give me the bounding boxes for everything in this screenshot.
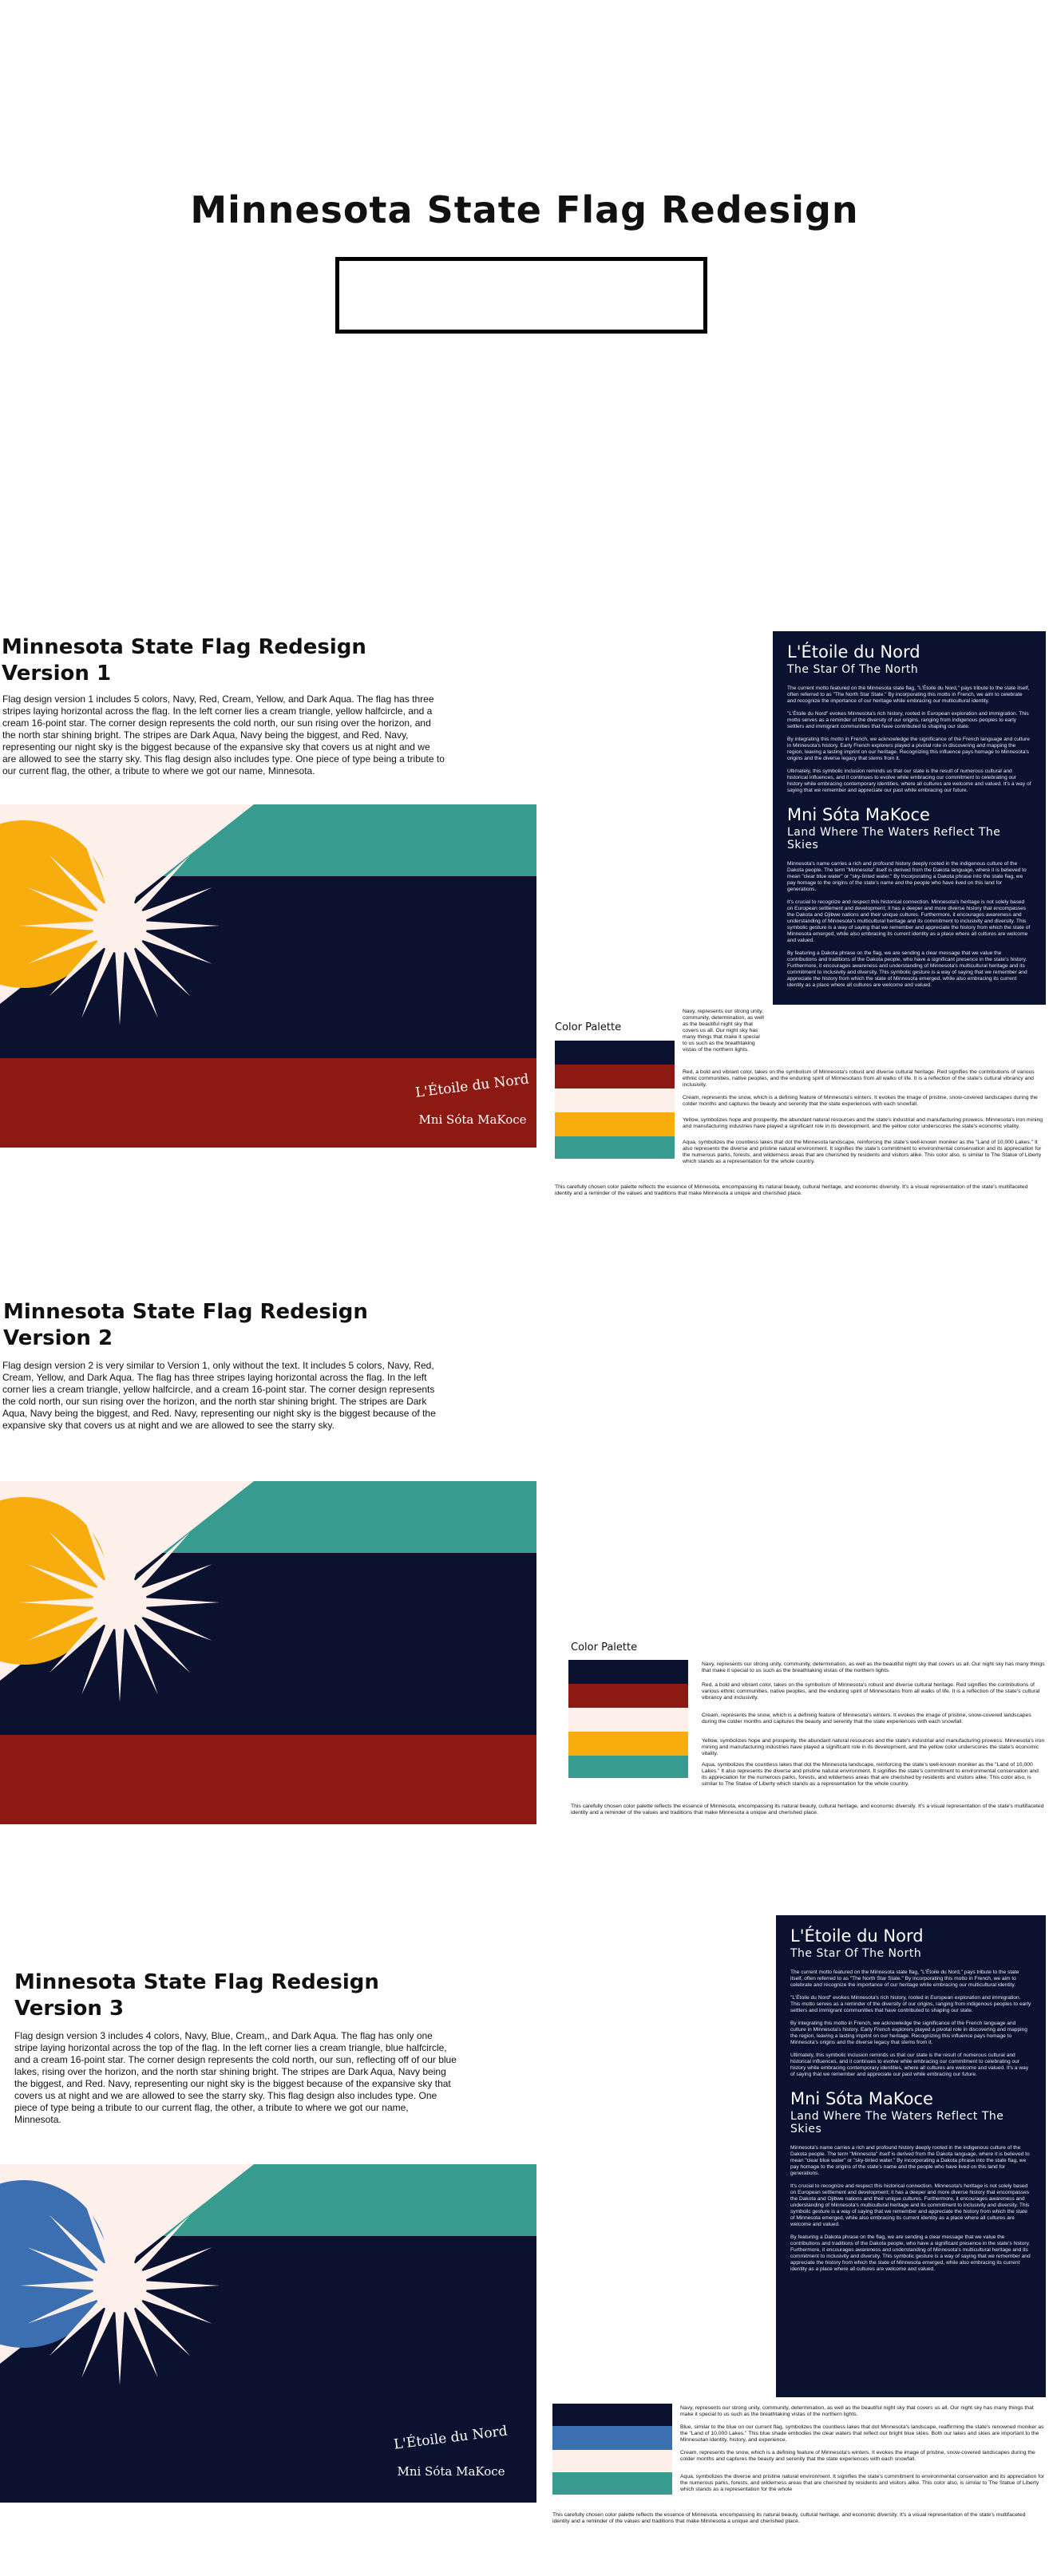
flag2-red-stripe — [0, 1735, 536, 1824]
swatch-aqua — [555, 1136, 675, 1159]
version1-title-line1: Minnesota State Flag Redesign — [2, 635, 366, 659]
panel2-para: "L'Étoile du Nord" evokes Minnesota's rich history, rooted in European exploration and immigration. This motto serves as a reminder of the diversity of our origins, ranging from indigenous peoples to early settlers and immigrant communities that have contributed to shaping our state. — [790, 1995, 1031, 2013]
swatch-cream — [555, 1088, 675, 1112]
panel1-para: "L'Étoile du Nord" evokes Minnesota's rich history, rooted in European exploration and immigration. This motto serves as a reminder of the diversity of our origins, ranging from indigenous peoples to early settlers and immigrant communities that have contributed to shaping our state. — [787, 711, 1029, 729]
panel1-subheading-waters: Land Where The Waters Reflect The Skies — [787, 826, 1001, 851]
panel1-para: By integrating this motto in French, we acknowledge the significance of the French language and culture in Minnesota's history. Early French explorers played a pivotal role in discovering and mapping the region, leaving a lasting imprint on our heritage. Recognizing this influence pays homage to Minnesota's origins and the diverse legacy that stems from it. — [787, 737, 1030, 761]
palette2-desc-aqua: Aqua, symbolizes the countless lakes that dot the Minnesota landscape, reinforcing the state's well-known moniker as the "Land of 10,000 Lakes." It also represents the diverse and pristine natural environment. It signifies the state's commitment to environmental conservation and its appreciation for the numerous parks, forests, and wilderness areas that are cherished by residents and visitors alike. This color also, is similar to The Statue of Liberty which stands as a representation for the whole country. — [702, 1762, 1039, 1787]
version1-title — [2, 634, 513, 687]
palette1-desc-navy: Navy, represents our strong unity, community, determination, as well as the beautiful night sky that covers us all. Our night sky has many things that make it special to us such as the breathtaking vistas of the northern lights. — [683, 1009, 764, 1053]
palette1-footer: This carefully chosen color palette reflects the essence of Minnesota, encompassing its natural beauty, cultural heritage, and economic diversity. It's a visual representation of the state's multifaceted identity and a reminder of the values and traditions that make Minnesota a unique and cherished place. — [555, 1184, 1028, 1196]
north-star-center — [93, 1575, 147, 1630]
panel2-para: The current motto featured on the Minnesota state flag, "L'Étoile du Nord," pays tribute to the state itself, often referred to as "The North Star State." By incorporating this motto in French, we aim to celebrate and recognize the importance of our heritage while embracing our multicultural identity. — [790, 1970, 1019, 1988]
panel2-para: By featuring a Dakota phrase on the flag, we are sending a clear message that we value the contributions and traditions of the Dakota people, who have a significant presence in the state's history. Furthermore, it encourages awareness and understanding of Minnesota's multicultural heritage and its commitment to inclusivity and diversity. This symbolic gesture is a way of saying that we remember and appreciate the history from which the state of Minnesota emerged, while also embracing its current identity as a place where all cultures are welcome and valued. — [790, 2234, 1031, 2272]
panel2-para: It's crucial to recognize and respect this historical connection. Minnesota's heritage is not solely based on European settlement and development; it has a deeper and more diverse history that encompasses the Dakota and Ojibwe nations and their unique cultures. Furthermore, it encourages awareness and understanding of Minnesota's multicultural heritage and its commitment to inclusivity and diversity. This symbolic gesture is a way of saying that we remember and appreciate the history from which the state of Minnesota emerged, while also embracing its current identity as a place where all cultures are welcome and valued. — [790, 2183, 1030, 2227]
palette3-desc-navy: Navy, represents our strong unity, community, determination, as well as the beautiful night sky that covers us all. Our night sky has many things that make it special to us such as the breathtaking vistas of the northern lights. — [680, 2405, 1034, 2417]
flag1-text-etoile: L'Étoile du Nord — [414, 1071, 530, 1101]
palette1-desc-yellow: Yellow, symbolizes hope and prosperity, the abundant natural resources and the state's industrial and manufacturing prowess. Minnesota's iron mining and manufacturing industries have played a significant role in its development, and the yellow color underscores the state's economic vitality. — [683, 1117, 1043, 1129]
flag-version-2 — [0, 1481, 536, 1824]
version2-title — [3, 1299, 514, 1352]
panel1-para: By featuring a Dakota phrase on the flag, we are sending a clear message that we value the contributions and traditions of the Dakota people, who have a significant presence in the state's history. Furthermore, it encourages awareness and understanding of Minnesota's multicultural heritage and its commitment to inclusivity and diversity. This symbolic gesture is a way of saying that we remember and appreciate the history from which the state of Minnesota emerged, while also embracing its current identity as a place where all cultures are welcome and valued. — [787, 950, 1027, 988]
panel2-subheading-star: The Star Of The North — [790, 1947, 922, 1960]
panel1-heading-mni: Mni Sóta MaKoce — [787, 805, 930, 824]
panel2-para: Ultimately, this symbolic inclusion reminds us that our state is the result of numerous cultural and historical influences, and it continues to evolve while embracing our commitment to celebrating our history while embracing contemporary identities, where all cultures are welcome and valued. It's a way of saying that we remember and appreciate our past while embracing our future. — [790, 2053, 1029, 2077]
swatch-yellow — [555, 1112, 675, 1136]
flag3-text-mni: Mni Sóta MaKoce — [397, 2464, 505, 2479]
flag2-north-star — [20, 1503, 220, 1702]
panel2-subheading-waters: Land Where The Waters Reflect The Skies — [790, 2110, 1004, 2135]
flag3-text-etoile: L'Étoile du Nord — [393, 2423, 509, 2453]
flag1-text-mni: Mni Sóta MaKoce — [418, 1112, 527, 1127]
palette3-footer: This carefully chosen color palette reflects the essence of Minnesota, encompassing its natural beauty, cultural heritage, and economic diversity. It's a visual representation of the state's multifaceted identity and a reminder of the values and traditions that make Minnesota a unique and cherished place. — [552, 2512, 1026, 2524]
panel2-heading-etoile: L'Étoile du Nord — [790, 1926, 924, 1946]
palette2-footer: This carefully chosen color palette reflects the essence of Minnesota, encompassing its natural beauty, cultural heritage, and economic diversity. It's a visual representation of the state's multifaceted identity and a reminder of the values and traditions that make Minnesota a unique and cherished place. — [571, 1804, 1044, 1815]
version3-title-line2: Version 3 — [14, 1997, 125, 2021]
palette3-desc-cream: Cream, represents the snow, which is a defining feature of Minnesota's winters. It evokes the image of pristine, snow-covered landscapes during the colder months and captures the beauty and serenity that the state experiences with each snowfall. — [680, 2450, 1035, 2462]
palette1-desc-cream: Cream, represents the snow, which is a defining feature of Minnesota's winters. It evokes the image of pristine, snow-covered landscapes during the colder months and captures the beauty and serenity that the state experiences with each snowfall. — [683, 1095, 1038, 1107]
swatch-yellow — [568, 1732, 688, 1756]
palette3-desc-aqua: Aqua, symbolizes the diverse and pristine natural environment. It signifies the state's commitment to environmental conservation and its appreciation for the numerous parks, forests, and wilderness areas that are cherished by residents and visitors alike. This color also, is similar to The Statue of Liberty which stands as a representation for the whole — [680, 2474, 1045, 2492]
version3-title-line1: Minnesota State Flag Redesign — [14, 1970, 379, 1994]
palette1-desc-aqua: Aqua, symbolizes the countless lakes that dot the Minnesota landscape, reinforcing the state's well-known moniker as the "Land of 10,000 Lakes." It also represents the diverse and pristine natural environment. It signifies the state's commitment to environmental conservation and its appreciation for the numerous parks, forests, and wilderness areas that are cherished by residents and visitors alike. This color also, is similar to The Statue of Liberty which stands as a representation for the whole country. — [683, 1140, 1042, 1164]
swatch-red — [555, 1065, 675, 1088]
swatch-navy — [552, 2404, 672, 2426]
panel2-para: Minnesota's name carries a rich and profound history deeply rooted in the indigenous culture of the Dakota people. The term "Minnesota" itself is derived from the Dakota language, where it is believed to mean "clear blue water" or "sky-tinted water." By incorporating a Dakota phrase into the state flag, we pay homage to the origins of the state's name and the people who have lived on this land for generations. — [790, 2145, 1030, 2176]
version2-description: Flag design version 2 is very similar to Version 1, only without the text. It includes 5 colors, Navy, Red, Cream, Yellow, and Dark Aqua. The flag has three stripes laying horizontal across the flag. In the left corner lies a cream triangle, yellow halfcircle, and a cream 16-point star. The corner design represents the cold north, our sun rising over the horizon, and the north star shining bright. The stripes are Dark Aqua, Navy being the biggest, and Red. Navy, representing our night sky is the biggest because of the expansive sky that covers us at night and we are allowed to see the starry sky. — [2, 1360, 436, 1431]
palette1-desc-red: Red, a bold and vibrant color, takes on the symbolism of Minnesota's robust and diverse cultural heritage. Red signifies the contributions of various ethnic communities, native peoples, and the enduring spirit of Minnesotans from all walks of life. It is a reflection of the state's cultural vibrancy and inclusivity. — [683, 1069, 1035, 1088]
swatch-blue — [552, 2426, 672, 2450]
info-panel-1 — [773, 631, 1046, 1005]
palette3-desc-blue: Blue, similar to the blue on our current flag, symbolizes the countless lakes that dot Minnesota's landscape, reaffirming the state's renowned moniker as the "Land of 10,000 Lakes." This blue shade embodies the clear waters that reflect our bright blue skies. Both our lakes and skies are important to the Minnesotan identity, history, and experience. — [680, 2424, 1044, 2443]
swatch-aqua — [568, 1756, 688, 1778]
panel1-subheading-star: The Star Of The North — [787, 663, 919, 676]
panel2-heading-mni: Mni Sóta MaKoce — [790, 2089, 933, 2108]
panel1-heading-etoile: L'Étoile du Nord — [787, 642, 920, 662]
version2-title-line2: Version 2 — [3, 1326, 113, 1350]
palette2-desc-yellow: Yellow, symbolizes hope and prosperity, the abundant natural resources and the state's industrial and manufacturing prowess. Minnesota's iron mining and manufacturing industries have played a significant role in its development, and the yellow color underscores the state's economic vitality. — [702, 1738, 1045, 1756]
version3-title — [14, 1970, 525, 2022]
swatch-aqua — [552, 2472, 672, 2495]
flag-version-3 — [0, 2164, 536, 2503]
version3-description: Flag design version 3 includes 4 colors, Navy, Blue, Cream,, and Dark Aqua. The flag has only one stripe laying horizontal across the top of the flag. In the left corner lies a cream triangle, blue halfcircle, and a cream 16-point star. The corner design represents the cold north, our sun, reflecting off of our blue lakes, rising over the horizon, and the north star shining bright. The stripes are Dark Aqua, Navy being the biggest, and Red. Navy, representing our night sky is the biggest because of the expansive sky that covers us at night and we are allowed to see the starry sky. This flag design also includes type. One piece of type being a tribute to our current flag, the other, a tribute to where we got our name, Minnesota. — [14, 2030, 457, 2125]
color-palette-3 — [552, 2404, 1046, 2539]
info-panel-2 — [776, 1915, 1046, 2397]
palette2-desc-cream: Cream, represents the snow, which is a defining feature of Minnesota's winters. It evokes the image of pristine, snow-covered landscapes during the colder months and captures the beauty and serenity that the state experiences with each snowfall. — [702, 1713, 1031, 1725]
panel2-para: By integrating this motto in French, we acknowledge the significance of the French language and culture in Minnesota's history. Early French explorers played a pivotal role in discovering and mapping the region, leaving a lasting imprint on our heritage. Recognizing this influence pays homage to Minnesota's origins and the diverse legacy that stems from it. — [790, 2021, 1027, 2045]
color-palette-2 — [568, 1638, 1046, 1829]
palette2-title: Color Palette — [571, 1642, 638, 1653]
palette2-desc-navy: Navy, represents our strong unity, community, determination, as well as the beautiful night sky that covers us all. Our night sky has many things that make it special to us such as the breathtaking vistas of the northern lights. — [702, 1661, 1045, 1673]
north-star-center — [93, 2258, 147, 2313]
flag1-north-star — [20, 826, 220, 1025]
flag3-north-star — [20, 2186, 220, 2385]
panel1-para: The current motto featured on the Minnesota state flag, "L'Étoile du Nord," pays tribute to the state itself, often referred to as "The North Star State." By incorporating this motto in French, we aim to celebrate and recognize the importance of our heritage while embracing our multicultural identity. — [787, 685, 1030, 704]
swatch-navy — [555, 1041, 675, 1065]
swatch-navy — [568, 1660, 688, 1684]
flag1-red-stripe — [0, 1058, 536, 1148]
flag-version-1 — [0, 804, 536, 1148]
version1-description: Flag design version 1 includes 5 colors, Navy, Red, Cream, Yellow, and Dark Aqua. The flag has three stripes laying horizontal across the flag. In the left corner lies a cream triangle, yellow halfcircle, and a cream 16-point star. The corner design represents the cold north, our sun rising over the horizon, and the north star shining bright. The stripes are Dark Aqua, Navy being the biggest, and Red. Navy, representing our night sky is the biggest because of the expansive sky that covers us at night and we are allowed to see the starry sky. This flag design also includes type. One piece of type being a tribute to our current flag, the other, a tribute to where we got our name, Minnesota. — [2, 693, 445, 776]
page-title: Minnesota State Flag Redesign — [190, 188, 859, 231]
palette2-desc-red: Red, a bold and vibrant color, takes on the symbolism of Minnesota's robust and diverse cultural heritage. Red signifies the contributions of various ethnic communities, native peoples, and the enduring spirit of Minnesotans from all walks of life. It is a reflection of the state's cultural vibrancy and inclusivity. — [702, 1682, 1040, 1701]
version2-title-line1: Minnesota State Flag Redesign — [3, 1300, 368, 1324]
version1-title-line2: Version 1 — [2, 662, 112, 685]
north-star-center — [93, 899, 147, 953]
swatch-cream — [552, 2450, 672, 2472]
panel1-para: It's crucial to recognize and respect this historical connection. Minnesota's heritage is not solely based on European settlement and development; it has a deeper and more diverse history that encompasses the Dakota and Ojibwe nations and their unique cultures. Furthermore, it encourages awareness and understanding of Minnesota's multicultural heritage and its commitment to inclusivity and diversity. This symbolic gesture is a way of saying that we remember and appreciate the history from which the state of Minnesota emerged, while also embracing its current identity as a place where all cultures are welcome and valued. — [787, 899, 1031, 943]
swatch-cream — [568, 1708, 688, 1732]
palette1-title: Color Palette — [555, 1021, 622, 1033]
panel1-para: Minnesota's name carries a rich and profound history deeply rooted in the indigenous culture of the Dakota people. The term "Minnesota" itself is derived from the Dakota language, where it is believed to mean "clear blue water" or "sky-tinted water." By incorporating a Dakota phrase into the state flag, we pay homage to the origins of the state's name and the people who have lived on this land for generations. — [787, 861, 1027, 892]
panel1-para: Ultimately, this symbolic inclusion reminds us that our state is the result of numerous cultural and historical influences, and it continues to evolve while embracing our commitment to celebrating our history while embracing contemporary identities, where all cultures are welcome and valued. It's a way of saying that we remember and appreciate our past while embracing our future. — [787, 768, 1031, 793]
title-frame — [335, 257, 707, 334]
swatch-red — [568, 1684, 688, 1708]
color-palette-1 — [555, 1009, 1046, 1200]
